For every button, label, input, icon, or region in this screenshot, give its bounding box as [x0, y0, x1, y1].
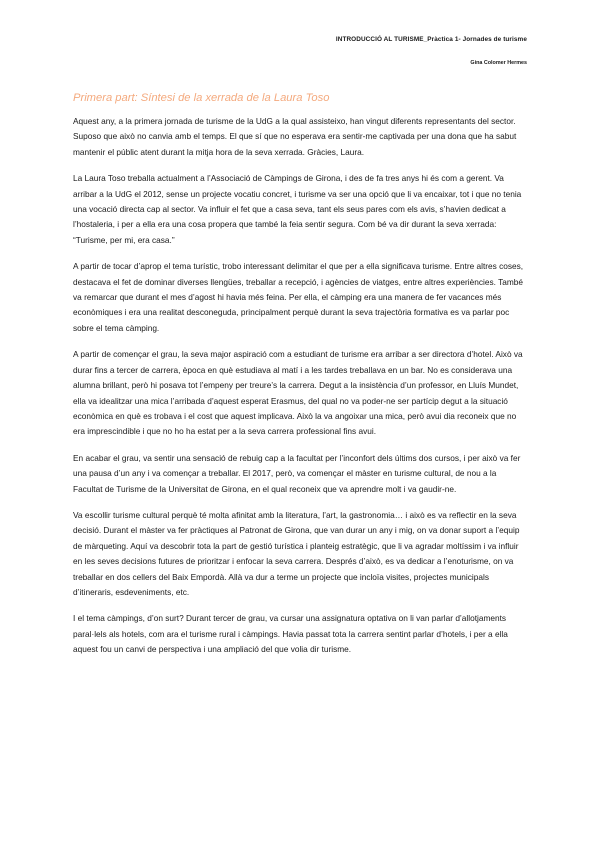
- paragraph-4: A partir de començar el grau, la seva major aspiració com a estudiant de turisme era arribar a ser directora d’hotel. Això va durar fins a tercer de carrera, època en què estudiava al matí i a les tardes treballava en un bar. No es considerava una alumna brillant, però hi posava tot l’empeny per treure’s la carrera. Degut a la insistència d’un professor, en Lluís Mundet, ella va idealitzar una mica l’arribada d’aquest esperat Erasmus, del qual no va poder-ne ser partícip degut a la situació econòmica en què es trobava i el cost que aquest implicava. Això la va angoixar una mica, però avui dia reconeix que no era imprescindible i que no ho ha estat per a la seva carrera professional fins avui.: [73, 349, 523, 437]
- header-author-name: Gina Colomer Hermes: [470, 60, 527, 66]
- paragraph-3: A partir de tocar d’aprop el tema turístic, trobo interessant delimitar el que per a ella significava turisme. Entre altres coses, destacava el fet de dominar diverses llengües, treballar a recepció, i agències de viatges, entre altres experiències. També va remarcar que durant el mes d’agost hi havia més feina. Per ella, el càmping era una manera de fer vacances més econòmiques i era una realitat desconeguda, principalment perquè durant la seva trajectòria formativa es va parlar poc sobre el tema càmping.: [73, 261, 524, 333]
- paragraph-1: Aquest any, a la primera jornada de turisme de la UdG a la qual assisteixo, han vingut diferents representants del sector. Suposo que això no canvia amb el temps. El que sí que no esperava era sentir-me captivada per una dona que ha sabut mantenir el públic atent durant la mitja hora de la seva xerrada. Gràcies, Laura.: [73, 116, 517, 157]
- paragraph-2: La Laura Toso treballa actualment a l’Associació de Càmpings de Girona, i des de fa tres anys hi és com a gerent. Va arribar a la UdG el 2012, sense un projecte vocatiu concret, i turisme va ser una opció que li va encaixar, tot i que no tenia una vocació directa cap al sector. Va influir el fet que a casa seva, tant els seus pares com els avis, s’havien dedicat a l’hostaleria, i per a ella era una cosa propera que també la feia sentir segura. Com bé va dir durant la seva xerrada: “Turisme, per mi, era casa.”: [73, 173, 522, 245]
- document-body: [73, 92, 528, 669]
- section-title: Primera part: Síntesi de la xerrada de la Laura Toso: [73, 92, 330, 104]
- paragraph-7: I el tema càmpings, d’on surt? Durant tercer de grau, va cursar una assignatura optativa on li van parlar d’allotjaments paral·lels als hotels, com ara el turisme rural i càmpings. Havia passat tota la carrera sentint parlar d’hotels, i per a ella aquest fou un canvi de perspectiva i una ampliació del que volia dir turisme.: [73, 613, 508, 655]
- paragraph-6: Va escollir turisme cultural perquè té molta afinitat amb la literatura, l’art, la gastronomia… i això es va reflectir en la seva decisió. Durant el màster va fer pràctiques al Patronat de Girona, que van durar un any i mig, on va donar suport a l’equip de màrqueting. Aquí va descobrir tota la part de gestió turística i planteig estratègic, que li va agradar moltíssim i va influir en les seves decisions futures de prioritzar i enfocar la seva carrera. Després d’això, es va dedicar a l’enoturisme, on va treballar en dos cellers del Baix Empordà. Allà va dur a terme un projecte que incloïa visites, projectes municipals d’itineraris, esdeveniments, etc.: [73, 509, 520, 597]
- paragraph-5: En acabar el grau, va sentir una sensació de rebuig cap a la facultat per l’inconfort dels últims dos cursos, i per això va fer una pausa d’un any i va començar a treballar. El 2017, però, va començar el màster en turisme cultural, de nou a la Facultat de Turisme de la Universitat de Girona, en el qual reconeix que va aprendre molt i va gaudir-ne.: [73, 452, 521, 494]
- header-course-title: INTRODUCCIÓ AL TURISME_Pràctica 1- Jornades de turisme: [335, 36, 527, 43]
